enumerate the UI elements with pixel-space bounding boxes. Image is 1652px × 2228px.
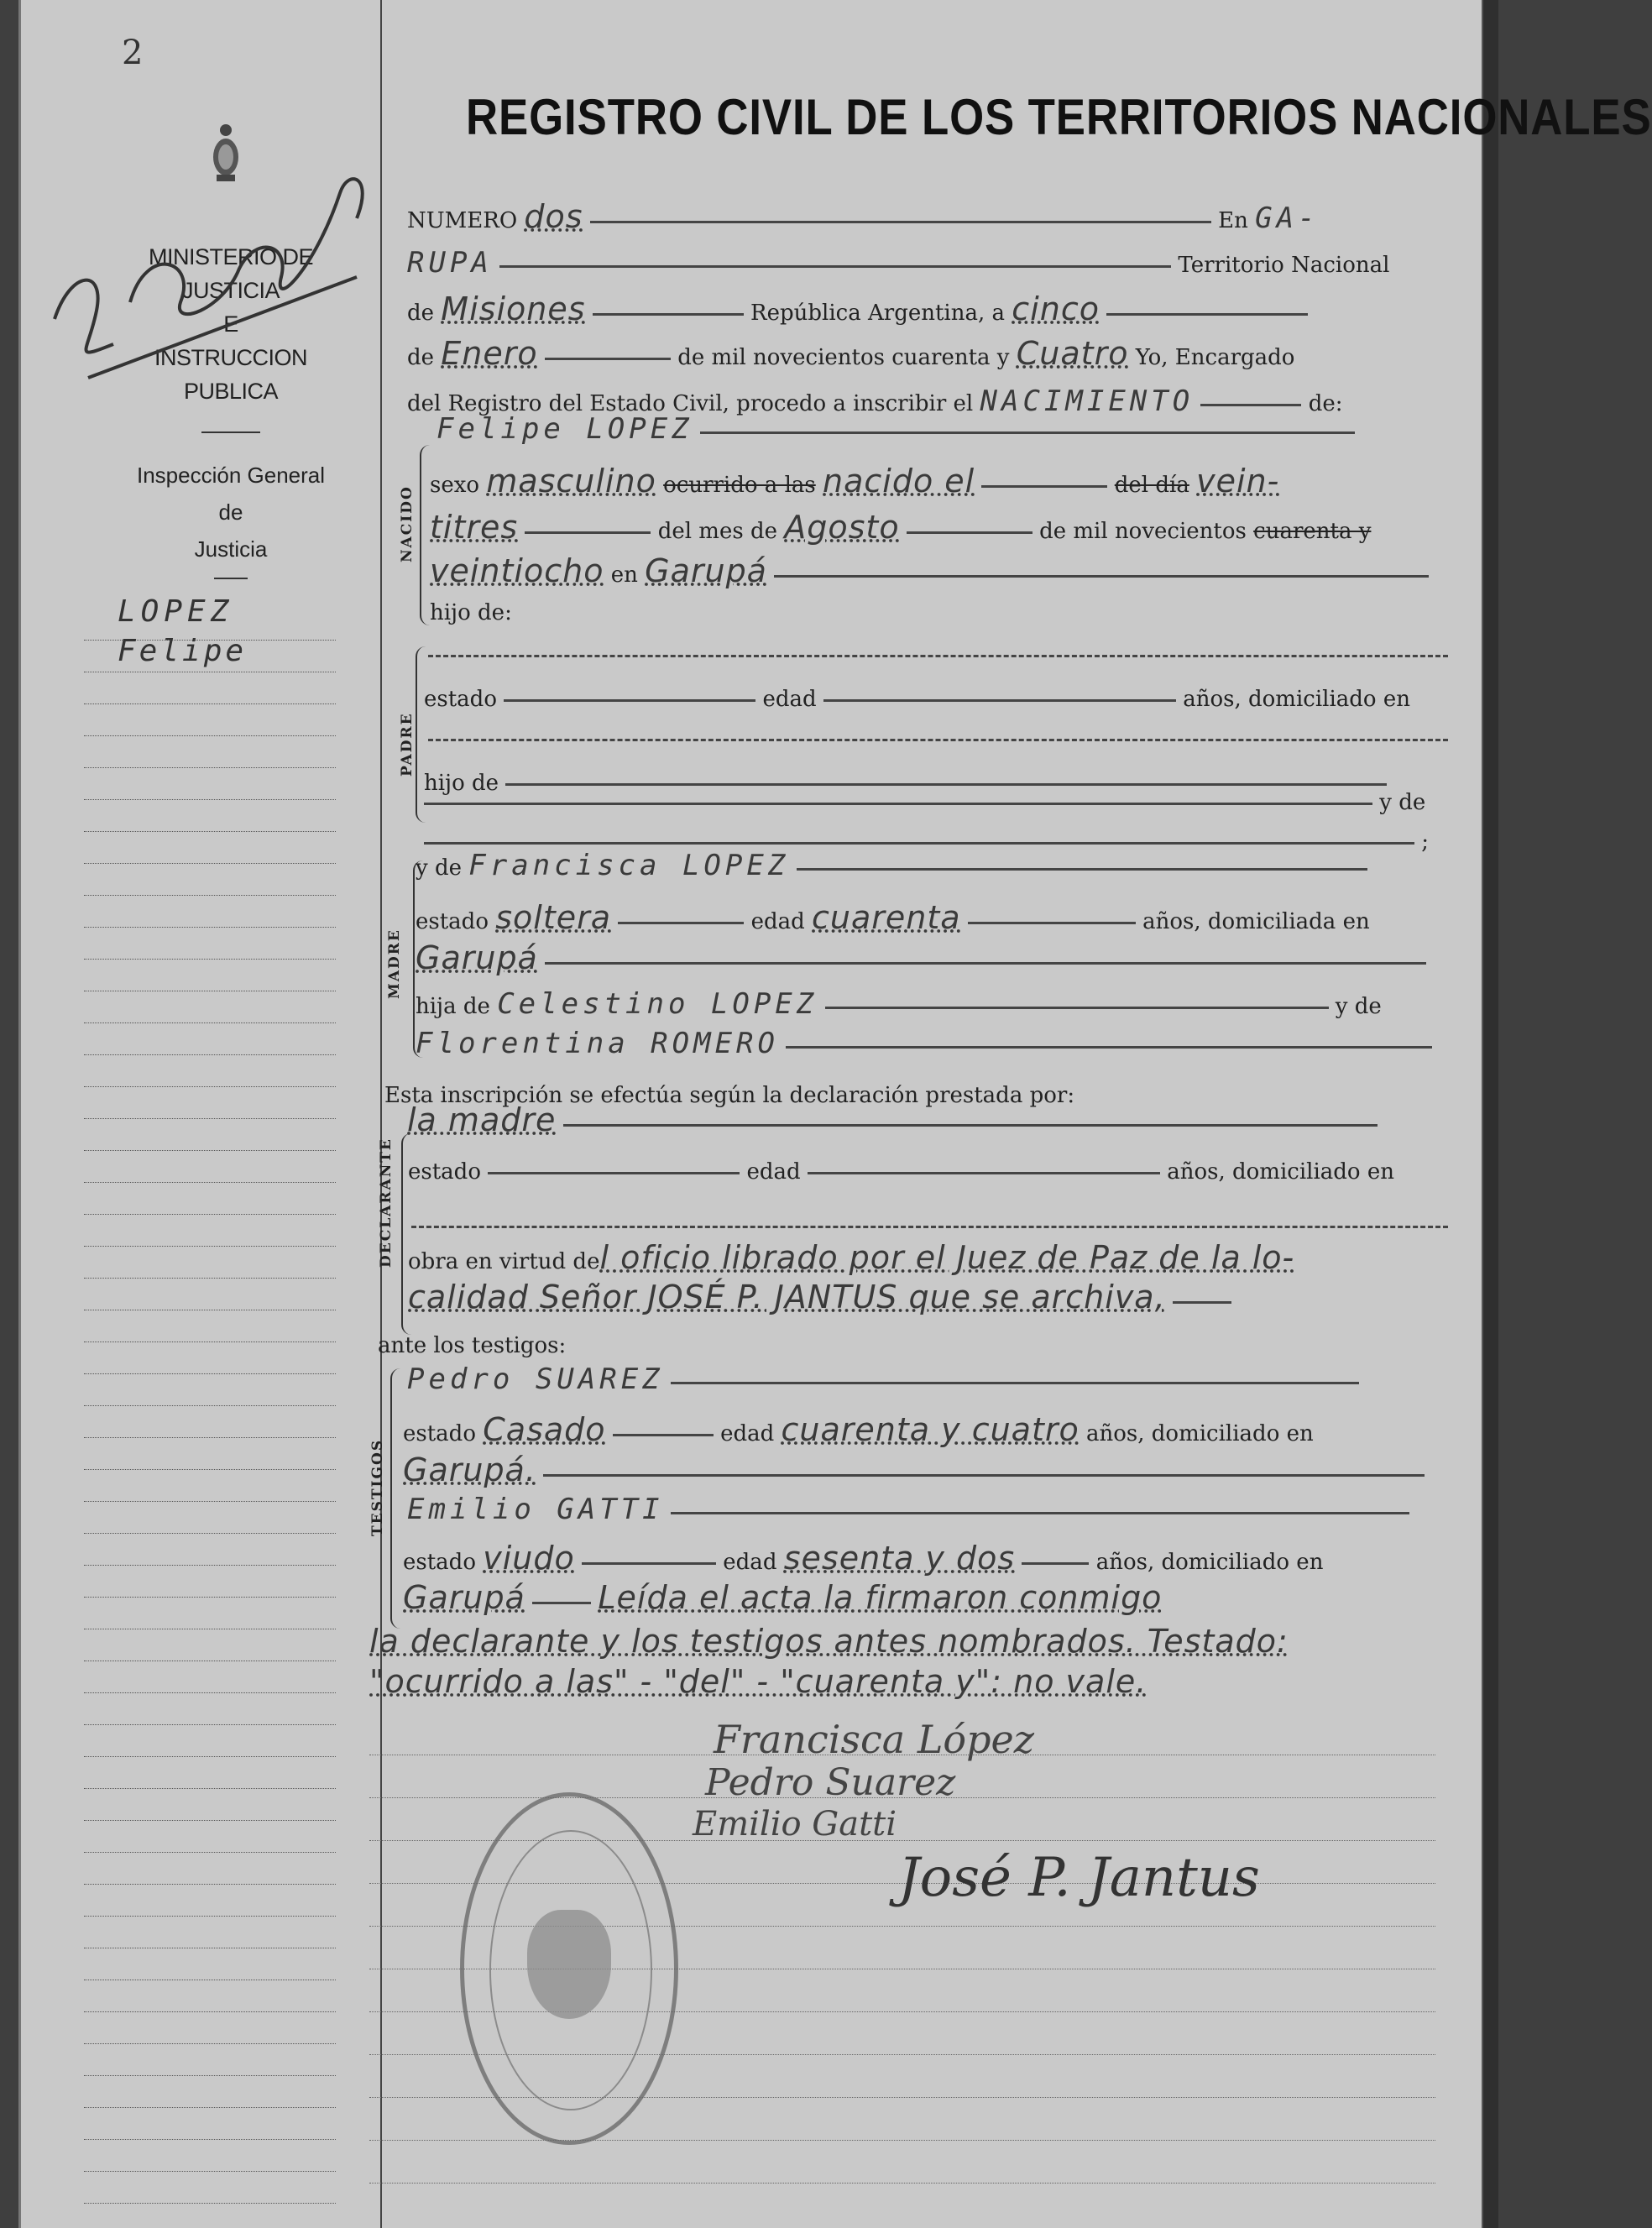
madre-line-5 [416,1028,1432,1061]
testigo2-line-1 [407,1494,1409,1527]
fill-line [700,431,1355,434]
act-line-6 [437,414,1355,447]
ruled-line [84,1757,336,1789]
madre-line-2 [416,899,1370,937]
inspection-line: de [218,499,243,525]
lugar-a: GA- [1255,201,1320,235]
edad-label: edad [720,1421,775,1446]
fill-line [505,783,1387,786]
ruled-line [84,1247,336,1279]
fill-line [1106,313,1308,316]
t1-estado: Casado [483,1411,606,1448]
declarante-quien: la madre [407,1101,557,1138]
republica-label: República Argentina, a [750,301,1006,326]
cierre-b: la declarante y los testigos antes nombrados. Testado: [369,1623,1289,1660]
fill-line [786,1046,1432,1049]
fill-line [823,699,1176,702]
dia-value: cinco [1012,290,1100,327]
testigo1-line-2 [403,1411,1314,1449]
fill-line [525,531,651,534]
fill-line [504,699,755,702]
estado-label: estado [403,1421,476,1446]
en-label: en [610,562,638,588]
declarante-line-3 [408,1279,1231,1316]
y-de-label: y de [1335,994,1382,1019]
testigos-section-label: TESTIGOS [369,1438,386,1536]
nacido-line-4 [430,598,512,628]
signature-pedro: Pedro Suarez [705,1761,956,1804]
fill-line [1173,1301,1231,1304]
declarante-line-1 [408,1157,1394,1187]
abuelo-value: Celestino LOPEZ [497,987,818,1021]
ruled-line [84,1470,336,1502]
edad-label: edad [746,1159,801,1185]
declarante-section-label: DECLARANTE [378,1138,395,1268]
testigo2-line-3 [403,1579,1163,1617]
y-de-label: y de [1379,790,1426,815]
page-title: REGISTRO CIVIL DE LOS TERRITORIOS NACIONALES [466,89,1652,145]
act-line-2 [407,248,1389,280]
provincia-value: Misiones [441,290,586,327]
madre-line-3 [416,939,1426,977]
nacido-line-2 [430,509,1372,547]
fill-line [428,739,1448,741]
cierre-line-2 [369,1623,1289,1661]
ruled-line [84,1310,336,1342]
ruled-line [84,960,336,991]
ruled-line [84,2140,336,2172]
fill-line [532,1602,591,1604]
domicilio-value: Garupá [416,939,538,976]
nombre-value: Felipe LOPEZ [437,412,693,446]
ruled-line [84,1151,336,1183]
ruled-line [84,864,336,896]
ruled-line [84,1279,336,1310]
ruled-line [84,1119,336,1151]
obra-b: calidad Señor JOSÉ P. JANTUS que se archiva, [408,1279,1166,1315]
en-label: En [1218,208,1248,233]
registro-label: del Registro del Estado Civil, procedo a inscribir el [407,391,974,416]
inspection-line: Inspección General [136,463,326,488]
de-label: de [407,301,435,326]
declarante-intro: Esta inscripción se efectúa según la declaración prestada por: [384,1083,1075,1108]
ruled-line [84,1534,336,1566]
official-seal [460,1792,678,2145]
fill-line [613,1434,714,1436]
cierre-c: "ocurrido a las" - "del" - "cuarenta y": no vale. [369,1663,1148,1700]
hijo-label: hijo de: [430,600,512,625]
ruled-line [84,1023,336,1055]
cierre-line-3 [369,1663,1148,1701]
obra-a: l oficio librado por el Juez de Paz de la lo- [599,1239,1295,1276]
fill-line [590,221,1211,223]
fill-line [907,531,1032,534]
obra-label: obra en virtud de [408,1249,600,1274]
tipo-value: NACIMIENTO [980,384,1195,418]
ruled-line [84,1629,336,1661]
de-label: de [407,345,435,370]
cuarenta-label: cuarenta y [1253,519,1372,544]
madre-line-1 [416,850,1367,883]
seal-emblem-icon [527,1910,611,2019]
anio-value: veintiocho [430,552,604,589]
hijo-de-label: hijo de [424,771,499,796]
fill-line [563,1124,1378,1127]
abuela-value: Florentina ROMERO [416,1027,779,1060]
de-colon-label: de: [1308,391,1343,416]
nacido-section-label: NACIDO [399,485,416,562]
ruled-line [84,2076,336,2108]
ruled-line [84,1821,336,1853]
ruled-line [84,768,336,800]
fill-line [825,1007,1329,1009]
fill-line [593,313,744,316]
ruled-line [84,991,336,1023]
sexo-label: sexo [430,473,480,498]
act-line-1 [407,198,1320,236]
inspection-line: Justicia [194,536,268,562]
margin-ruled-lines [84,609,336,2204]
territorio-label: Territorio Nacional [1178,253,1390,278]
ruled-line [84,1853,336,1885]
right-rule [1482,0,1483,2228]
fill-line [1022,1562,1089,1565]
lugar-b: RUPA [407,246,493,280]
fill-line [968,922,1136,924]
numero-value: dos [524,198,583,235]
anio-value: Cuatro [1016,335,1129,372]
fill-line [499,265,1171,268]
ruled-line [84,1183,336,1215]
semicolon: ; [1421,829,1430,855]
ruled-line [84,1374,336,1406]
anios-label: años, domiciliado en [1086,1421,1314,1446]
fill-line [671,1382,1359,1384]
ruled-line [84,1438,336,1470]
madre-line-4 [416,989,1382,1022]
testigos-brace [390,1368,402,1629]
t1-edad: cuarenta y cuatro [781,1411,1080,1448]
declarante-line-0 [407,1101,1378,1139]
t2-edad: sesenta y dos [783,1540,1016,1577]
divider [201,431,260,433]
estado-label: estado [416,909,489,934]
ruled-line [84,704,336,736]
numero-label: NUMERO [407,208,518,233]
ruled-line [84,1661,336,1693]
fill-line [808,1172,1160,1174]
declarante-line-2 [408,1239,1295,1277]
fill-line [774,575,1429,578]
edad-label: edad [723,1550,777,1575]
edad-label: edad [750,909,805,934]
fill-line [1200,404,1301,406]
mil-label: de mil novecientos [1039,519,1247,544]
fill-line [797,868,1367,871]
margin-given-name: Felipe [118,634,248,668]
padre-line-1 [424,684,1410,714]
nacido-line-3 [430,552,1429,590]
testigo1-line-1 [407,1364,1359,1397]
fill-line [545,358,671,360]
anios-label: años, domiciliado en [1167,1159,1394,1185]
sexo-value: masculino [486,463,656,499]
fill-line [671,1512,1409,1514]
encargado-label: Yo, Encargado [1135,345,1295,370]
del-mes-label: del mes de [657,519,777,544]
signature-emilio: Emilio Gatti [693,1805,897,1844]
estado-label: estado [408,1159,481,1185]
ruled-line [84,800,336,832]
fill-line [545,962,1426,965]
ruled-line [84,1885,336,1917]
margin-signature [38,143,382,411]
ocurrido-hw: nacido el [823,463,975,499]
testigos-intro: ante los testigos: [378,1333,567,1358]
ruled-line [84,1087,336,1119]
edad-label: edad [762,687,817,712]
estado-label: estado [424,687,497,712]
mes-value: Enero [441,335,538,372]
padre-line-3 [424,787,1425,818]
anios-label: años, domiciliada en [1142,909,1370,934]
edad-value: cuarenta [812,899,961,936]
ruled-line [84,1055,336,1087]
divider [214,578,248,579]
fill-line [543,1474,1425,1477]
testigo1-line-3 [403,1451,1425,1489]
ruled-line [84,1693,336,1725]
padre-section-label: PADRE [399,712,416,777]
madre-section-label: MADRE [386,928,403,999]
fill-line [411,1226,1448,1228]
anios-label: años, domiciliado en [1183,687,1410,712]
ruled-line [84,672,336,704]
ruled-line [84,2172,336,2204]
ruled-line [84,1406,336,1438]
t1-nombre: Pedro SUAREZ [407,1362,664,1396]
estado-value: soltera [495,899,612,936]
fill-line [424,842,1414,845]
t1-domicilio: Garupá. [403,1451,536,1488]
signature-francisca: Francisca López [714,1717,1034,1762]
ruled-line [84,896,336,928]
nacido-line-1 [430,463,1280,500]
ministry-line: INSTRUCCION PUBLICA [154,345,307,404]
ruled-line [84,1789,336,1821]
signature-jose: José P. Jantus [898,1847,1260,1909]
page-number: 2 [122,34,144,72]
lugar-value: Garupá [645,552,767,589]
t2-nombre: Emilio GATTI [407,1493,664,1526]
ruled-line [84,736,336,768]
anios-label: años, domiciliado en [1095,1550,1324,1575]
act-line-3 [407,290,1308,328]
ruled-line [84,2108,336,2140]
ruled-line [84,1502,336,1534]
t2-estado: viudo [483,1540,575,1577]
ocurrido-label: ocurrido a las [663,473,816,498]
ruled-line [84,1980,336,2012]
t2-domicilio: Garupá [403,1579,525,1616]
ruled-line [84,1215,336,1247]
del-dia-label: del día [1114,473,1189,498]
fill-line [488,1172,740,1174]
y-de-label: y de [416,855,462,881]
dia-a-value: vein- [1196,463,1280,499]
ministry-line: E [223,311,238,337]
ruled-line [84,1598,336,1629]
madre-nombre: Francisca LOPEZ [468,849,790,882]
mil-label: de mil novecientos cuarenta y [677,345,1010,370]
ruled-line [84,1566,336,1598]
ruled-line [84,928,336,960]
ruled-line [84,1917,336,1948]
ruled-line [84,1725,336,1757]
fill-line [424,803,1372,805]
ruled-line [84,1342,336,1374]
estado-label: estado [403,1550,476,1575]
fill-line [428,655,1448,657]
page-edge [1482,0,1498,2228]
ruled-line [369,2141,1435,2184]
mes-value: Agosto [784,509,900,546]
fill-line [582,1562,716,1565]
ruled-line [84,1948,336,1980]
margin-surname: LOPEZ [118,594,234,629]
ruled-line [84,2044,336,2076]
ruled-line [84,2012,336,2044]
cierre-a: Leída el acta la firmaron conmigo [598,1579,1163,1616]
ruled-line [84,832,336,864]
act-line-4 [407,335,1295,373]
fill-line [981,485,1107,488]
testigo2-line-2 [403,1540,1324,1577]
ministry-line: MINISTERIO DE JUSTICIA [148,244,313,303]
hija-de-label: hija de [416,994,490,1019]
dia-b-value: titres [430,509,519,546]
fill-line [618,922,744,924]
